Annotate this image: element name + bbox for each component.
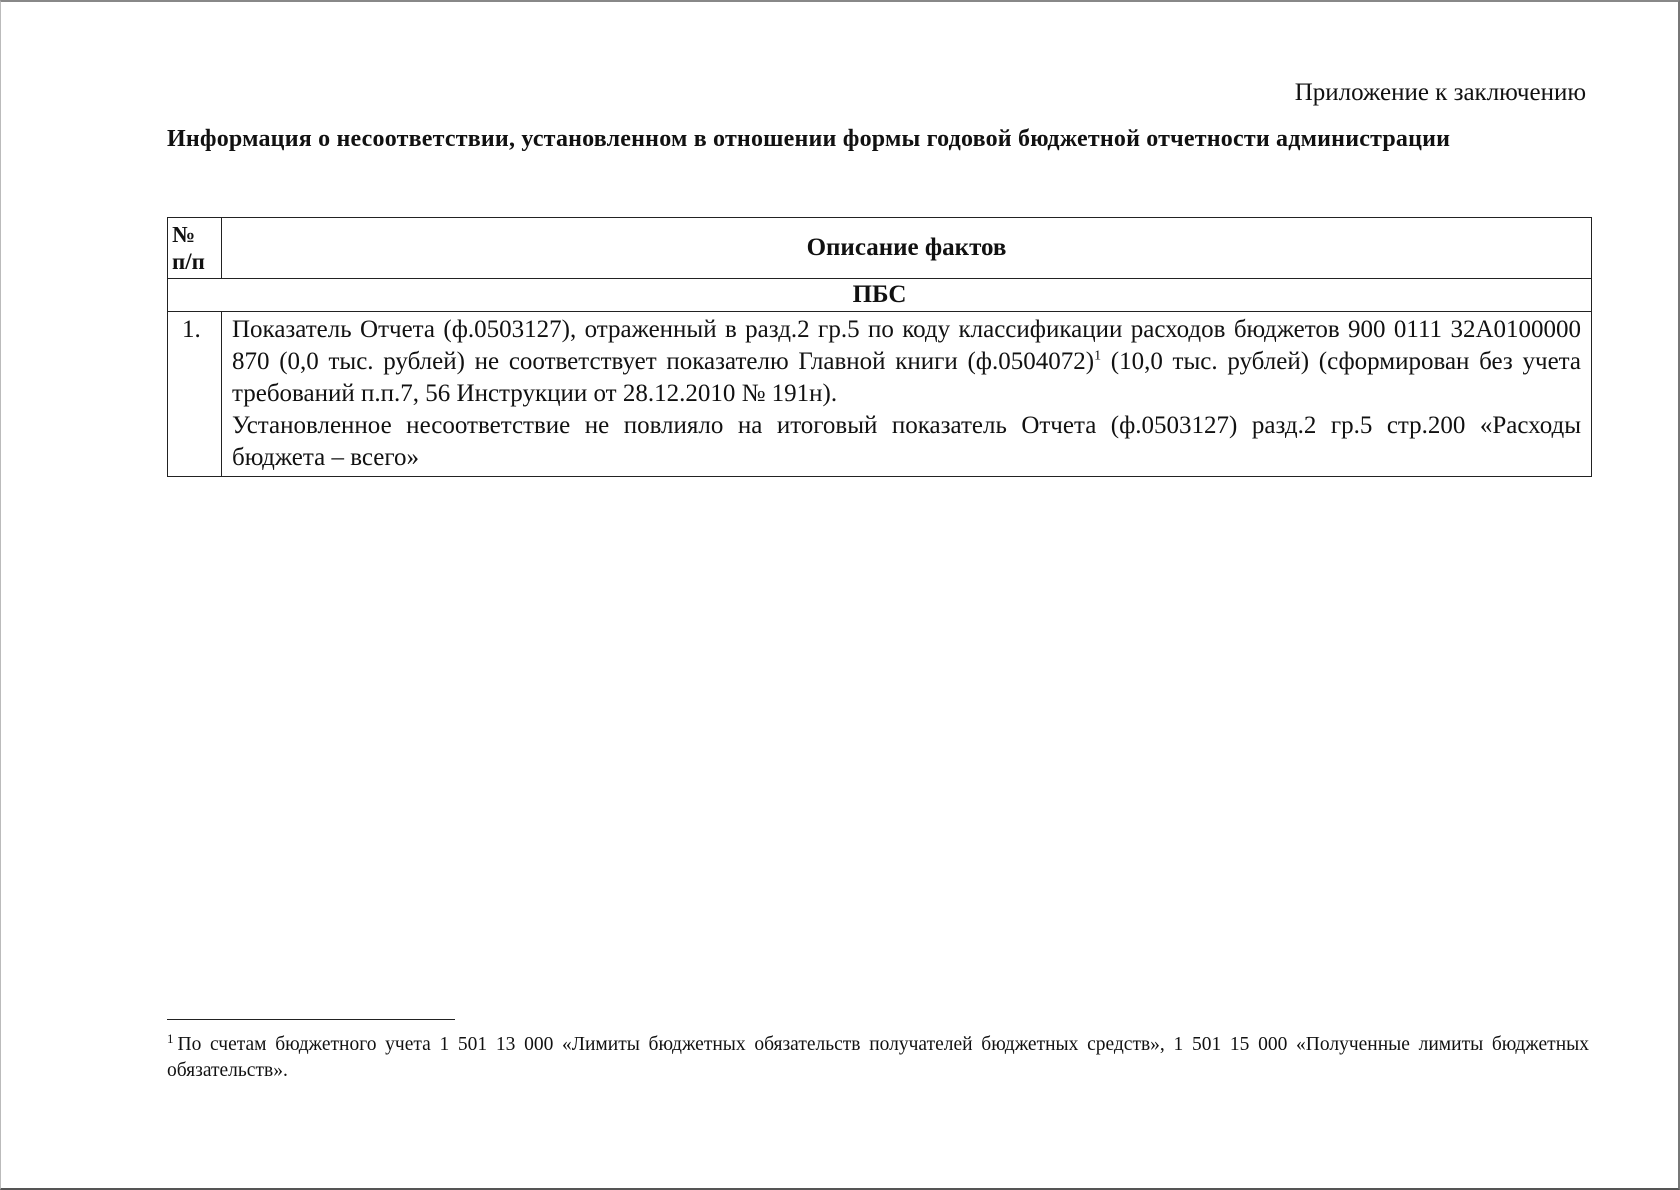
facts-table xyxy=(167,217,1592,477)
footnote-mark: 1 xyxy=(167,1030,174,1046)
row-number: 1. xyxy=(168,312,222,477)
footnote xyxy=(167,1032,1589,1084)
row-paragraph-2: Установленное несоответствие не повлияло на итоговый показатель Отчета (ф.0503127) разд.2 гр.5 стр.200 «Расходы бюджета – всего» xyxy=(232,412,1581,471)
header-number-symbol: № xyxy=(172,222,196,247)
section-label: ПБС xyxy=(168,279,1592,312)
table-row xyxy=(168,312,1592,477)
header-description-cell: Описание фактов xyxy=(222,218,1592,279)
row-paragraph-1-continuation: (10,0 тыс. рублей) (сформирован без учета требований п.п.7, 56 Инструкции от 28.12.2010 № 191н). xyxy=(232,348,1582,407)
row-paragraph-1-text: Показатель Отчета (ф.0503127), отраженный в разд.2 гр.5 по коду классификации расходов бюджетов 900 0111 32А0100000 870 (0,0 тыс. рублей) не соответствует показателю Главной книги (ф.0504072) xyxy=(232,316,1581,375)
footnote-text: По счетам бюджетного учета 1 501 13 000 «Лимиты бюджетных обязательств получателей бюджетных средств», 1 501 15 000 «Полученные лимиты бюджетных обязательств». xyxy=(167,1034,1589,1081)
section-row xyxy=(168,279,1592,312)
header-number-cell xyxy=(168,218,222,279)
row-description xyxy=(222,312,1592,477)
footnote-separator xyxy=(167,1019,455,1020)
footnote-reference: 1 xyxy=(1094,348,1102,364)
document-title: Информация о несоответствии, установленном в отношении формы годовой бюджетной отчетности администрации xyxy=(167,126,1451,152)
row-paragraph-1 xyxy=(232,314,1581,410)
appendix-label: Приложение к заключению xyxy=(1294,79,1586,106)
header-number-abbrev: п/п xyxy=(172,249,205,274)
table-header-row xyxy=(168,218,1592,279)
